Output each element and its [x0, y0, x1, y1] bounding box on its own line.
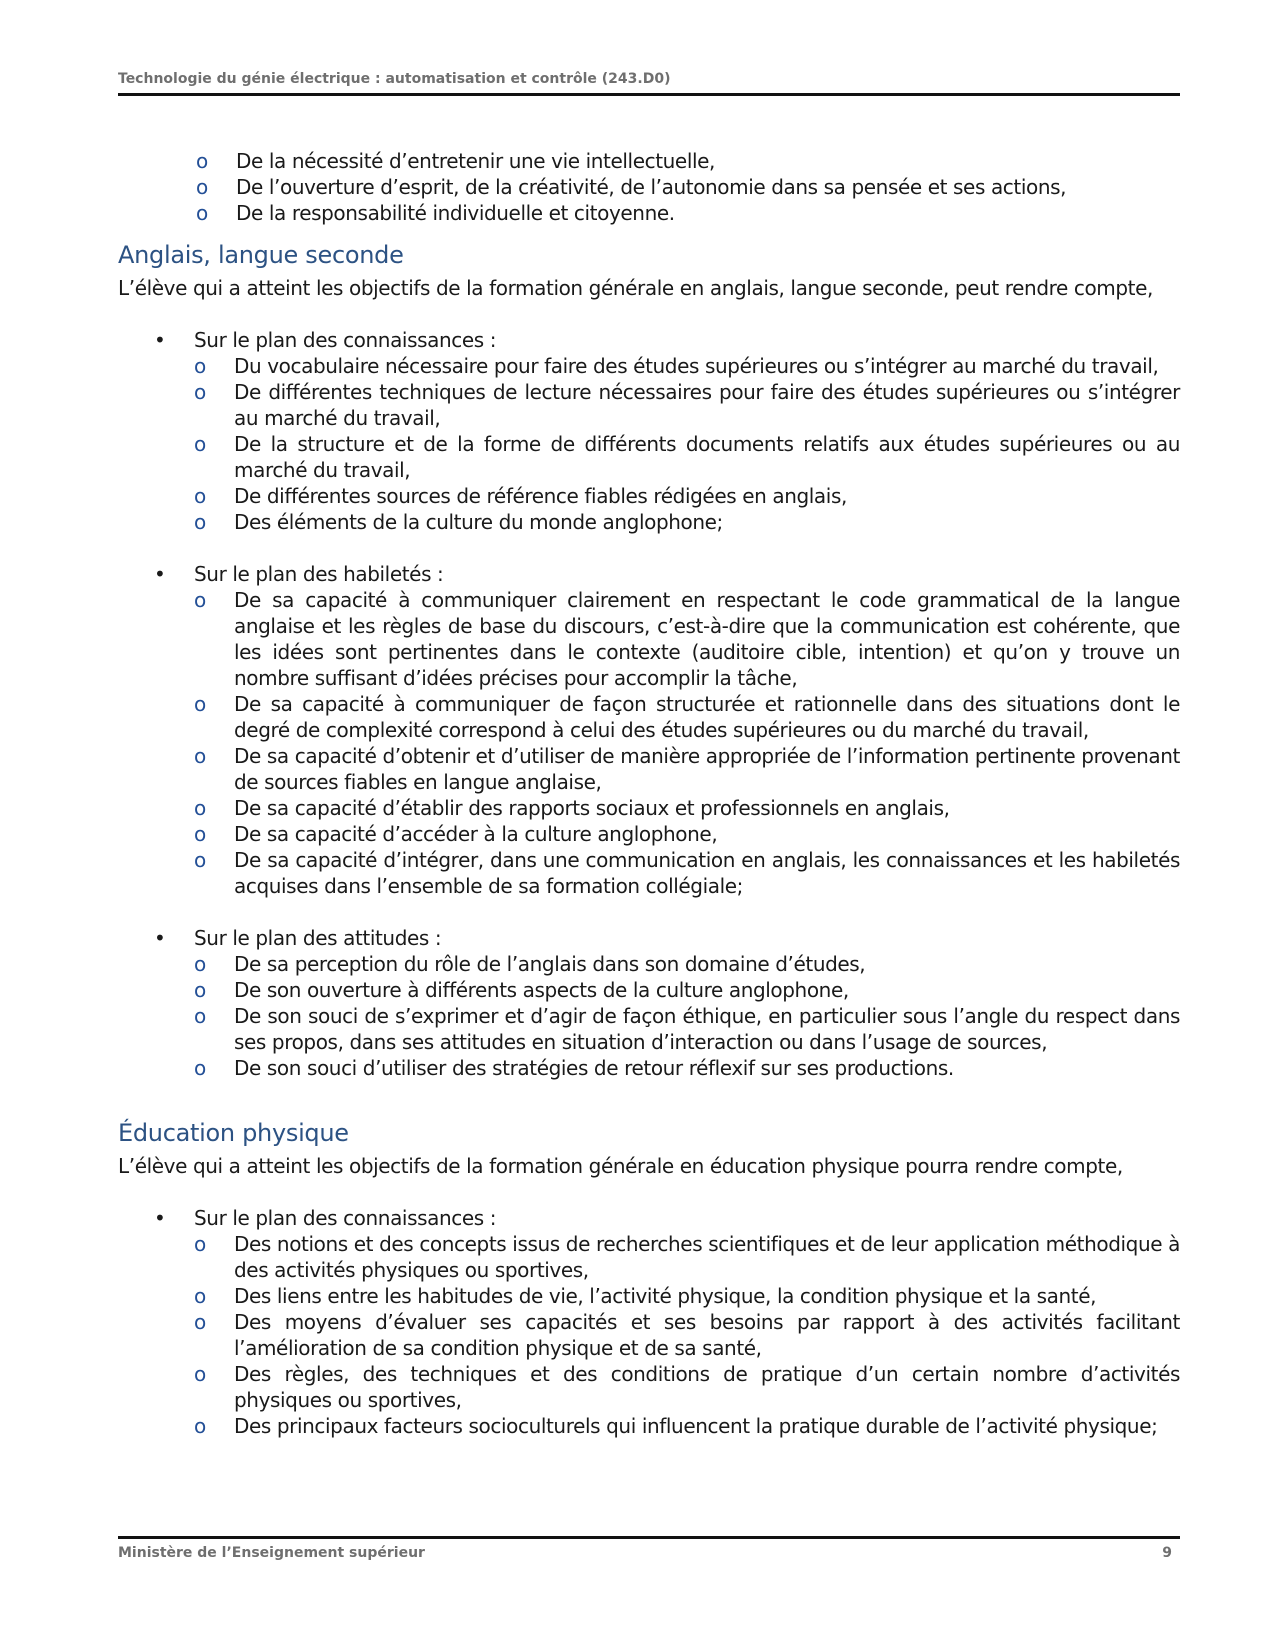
section-intro: L’élève qui a atteint les objectifs de la formation générale en éducation physique pourra rendre compte,: [118, 1154, 1123, 1178]
running-footer: [118, 1536, 1180, 1561]
sub-list: [194, 951, 1180, 1081]
section-anglais: [118, 240, 1180, 1081]
bullet-habiletes: [154, 561, 1180, 899]
list-item: o De sa capacité d’intégrer, dans une communication en anglais, les connaissances et les habiletés acquises dans l’ensemble de sa formation collégiale;: [194, 847, 1180, 899]
list-item: o Des principaux facteurs socioculturels qui influencent la pratique durable de l’activité physique;: [194, 1413, 1180, 1439]
bullet-attitudes: [154, 925, 1180, 1081]
list-item: o Des moyens d’évaluer ses capacités et ses besoins par rapport à des activités facilitant l’amélioration de sa condition physique et de sa santé,: [194, 1309, 1180, 1361]
bullet-label: • Sur le plan des connaissances :: [194, 1206, 497, 1230]
bullet-list: [118, 327, 1180, 1081]
list-item: o De différentes techniques de lecture nécessaires pour faire des études supérieures ou s’intégrer au marché du travail,: [194, 379, 1180, 431]
sub-list: [194, 1231, 1180, 1439]
list-item: o Des règles, des techniques et des conditions de pratique d’un certain nombre d’activités physiques ou sportives,: [194, 1361, 1180, 1413]
running-header: [118, 71, 1180, 96]
bullet-label: • Sur le plan des habiletés :: [194, 562, 444, 586]
bullet-list: [118, 1205, 1180, 1439]
list-item: o De sa capacité à communiquer clairement en respectant le code grammatical de la langue anglaise et les règles de base du discours, c’est-à-dire que la communication est cohérente, que les idées sont pertinentes dans le contexte (auditoire cible, intention) et qu’on y trouve un nombre suffisant d’idées précises pour accomplir la tâche,: [194, 587, 1180, 691]
page-number: 9: [1162, 1545, 1172, 1561]
footer-text: Ministère de l’Enseignement supérieur: [118, 1545, 425, 1561]
section-intro: L’élève qui a atteint les objectifs de la formation générale en anglais, langue seconde, peut rendre compte,: [118, 276, 1153, 300]
list-item: o De sa perception du rôle de l’anglais dans son domaine d’études,: [194, 951, 1180, 977]
list-item: o Des liens entre les habitudes de vie, l’activité physique, la condition physique et la santé,: [194, 1283, 1180, 1309]
list-item: o De la structure et de la forme de différents documents relatifs aux études supérieures ou au marché du travail,: [194, 431, 1180, 483]
bullet-label: • Sur le plan des connaissances :: [194, 328, 497, 352]
list-item: o De son souci de s’exprimer et d’agir de façon éthique, en particulier sous l’angle du respect dans ses propos, dans ses attitudes en situation d’interaction ou dans l’usage de sources,: [194, 1003, 1180, 1055]
bullet-connaissances: [154, 327, 1180, 535]
list-item: o De son souci d’utiliser des stratégies de retour réflexif sur ses productions.: [194, 1055, 1180, 1081]
list-item: o De sa capacité d’obtenir et d’utiliser de manière appropriée de l’information pertinente provenant de sources fiables en langue anglaise,: [194, 743, 1180, 795]
sub-list: [194, 587, 1180, 899]
list-item: o De la nécessité d’entretenir une vie intellectuelle,: [196, 148, 1180, 174]
list-item: o De sa capacité d’accéder à la culture anglophone,: [194, 821, 1180, 847]
list-item: o Des notions et des concepts issus de recherches scientifiques et de leur application méthodique à des activités physiques ou sportives,: [194, 1231, 1180, 1283]
list-item: o Du vocabulaire nécessaire pour faire des études supérieures ou s’intégrer au marché du travail,: [194, 353, 1180, 379]
continued-list: [196, 148, 1180, 226]
section-heading: Anglais, langue seconde: [118, 241, 404, 269]
list-item: o De son ouverture à différents aspects de la culture anglophone,: [194, 977, 1180, 1003]
bullet-connaissances: [154, 1205, 1180, 1439]
list-item: o De sa capacité d’établir des rapports sociaux et professionnels en anglais,: [194, 795, 1180, 821]
sub-list: [194, 353, 1180, 535]
list-item: o Des éléments de la culture du monde anglophone;: [194, 509, 1180, 535]
list-item: o De différentes sources de référence fiables rédigées en anglais,: [194, 483, 1180, 509]
section-heading: Éducation physique: [118, 1119, 349, 1147]
bullet-label: • Sur le plan des attitudes :: [194, 926, 442, 950]
page-content: [118, 148, 1180, 1439]
list-item: o De l’ouverture d’esprit, de la créativité, de l’autonomie dans sa pensée et ses actions,: [196, 174, 1180, 200]
list-item: o De la responsabilité individuelle et citoyenne.: [196, 200, 1180, 226]
list-item: o De sa capacité à communiquer de façon structurée et rationnelle dans des situations dont le degré de complexité correspond à celui des études supérieures ou du marché du travail,: [194, 691, 1180, 743]
document-title: Technologie du génie électrique : automatisation et contrôle (243.D0): [118, 71, 671, 87]
section-education-physique: [118, 1118, 1180, 1439]
